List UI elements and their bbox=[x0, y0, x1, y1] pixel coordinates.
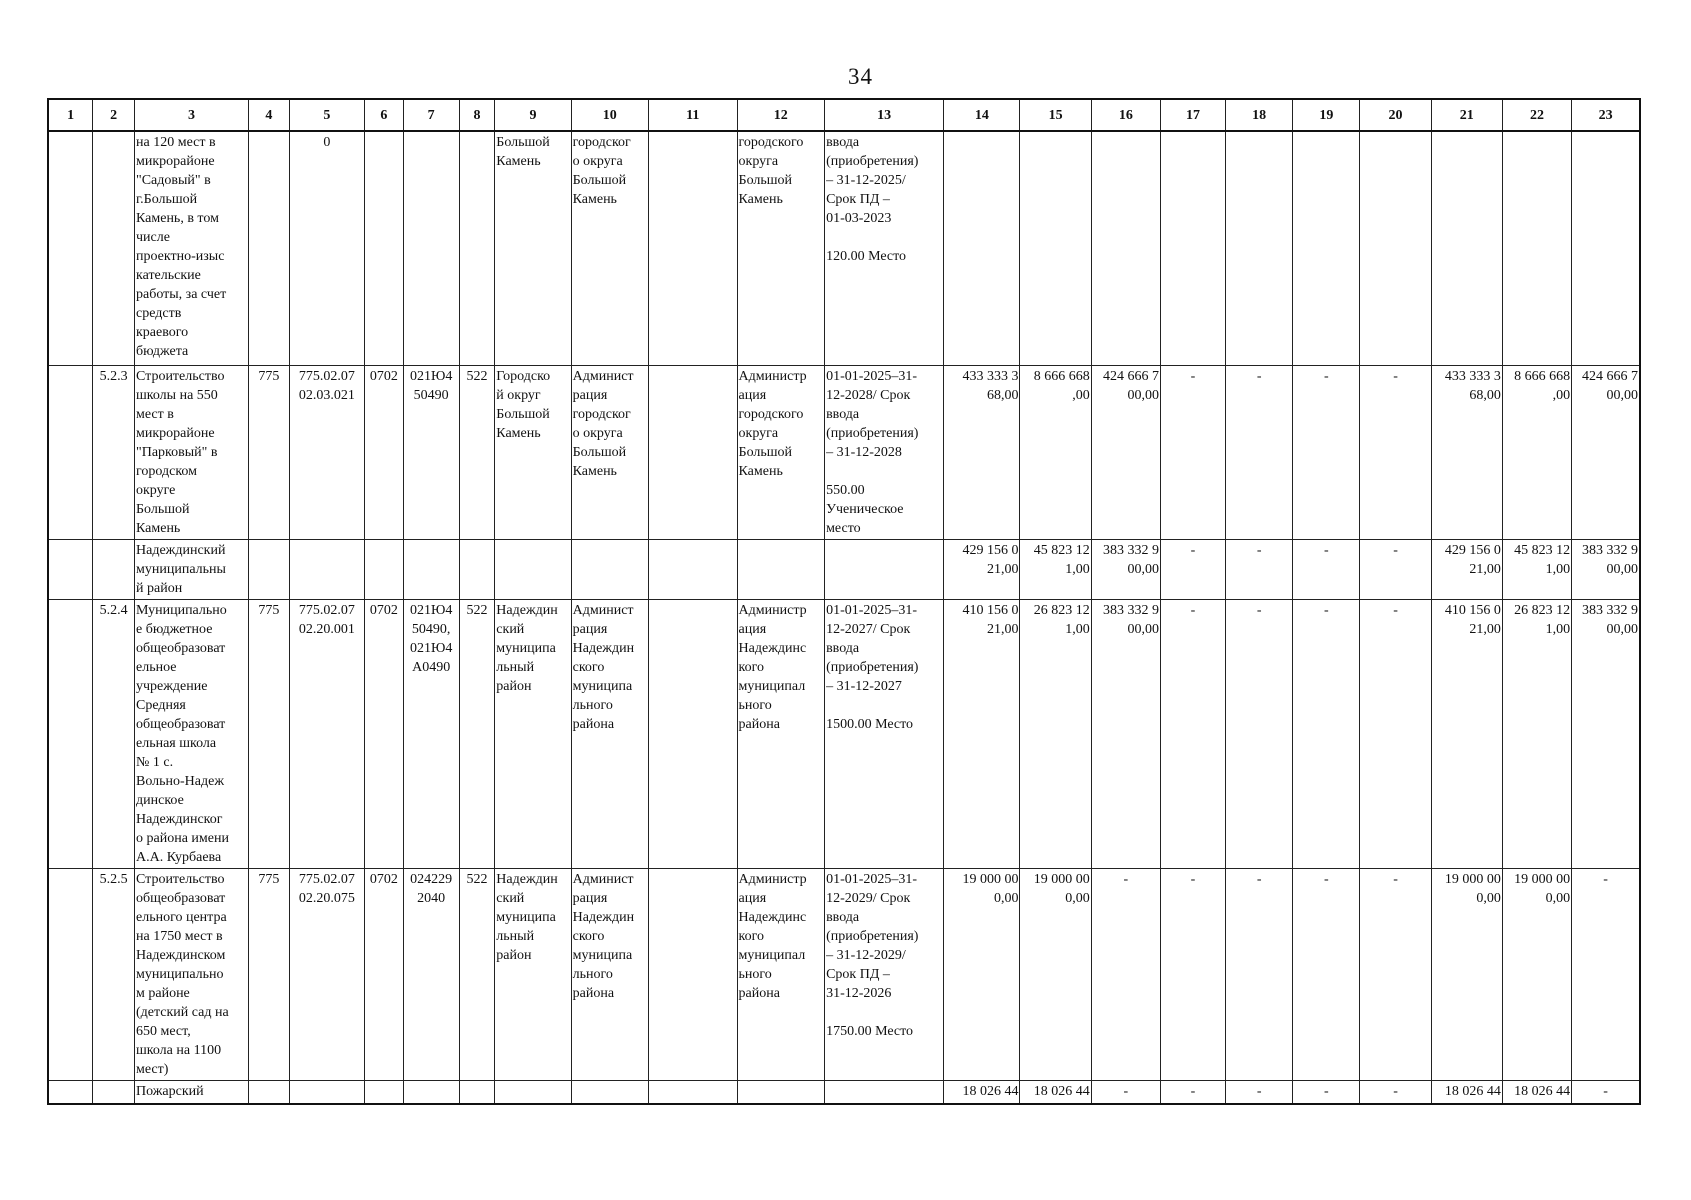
col-header: 13 bbox=[825, 99, 944, 131]
cell: - bbox=[1226, 365, 1293, 539]
cell-item-number: 5.2.5 bbox=[93, 868, 135, 1080]
cell bbox=[1572, 131, 1640, 365]
cell: 775 bbox=[249, 599, 290, 868]
cell: 522 bbox=[459, 365, 495, 539]
col-header: 2 bbox=[93, 99, 135, 131]
cell bbox=[571, 1080, 648, 1104]
cell: Надеждин ский муниципа льный район bbox=[495, 599, 571, 868]
cell: - bbox=[1293, 539, 1360, 599]
cell bbox=[459, 1080, 495, 1104]
cell: 522 bbox=[459, 868, 495, 1080]
cell: - bbox=[1160, 868, 1225, 1080]
cell: 0 bbox=[289, 131, 364, 365]
table-row bbox=[48, 868, 1640, 1080]
cell bbox=[648, 1080, 737, 1104]
cell bbox=[1293, 131, 1360, 365]
col-header: 23 bbox=[1572, 99, 1640, 131]
cell bbox=[944, 131, 1020, 365]
cell: 024229 2040 bbox=[403, 868, 459, 1080]
cell: 8 666 668 ,00 bbox=[1502, 365, 1571, 539]
col-header: 7 bbox=[403, 99, 459, 131]
cell: - bbox=[1293, 365, 1360, 539]
cell bbox=[459, 539, 495, 599]
cell: - bbox=[1226, 539, 1293, 599]
cell: городског о округа Большой Камень bbox=[571, 131, 648, 365]
cell: 19 000 00 0,00 bbox=[944, 868, 1020, 1080]
col-header: 15 bbox=[1020, 99, 1091, 131]
col-header: 21 bbox=[1431, 99, 1502, 131]
cell: 383 332 9 00,00 bbox=[1572, 599, 1640, 868]
cell: 021Ю4 50490, 021Ю4 А0490 bbox=[403, 599, 459, 868]
col-header: 19 bbox=[1293, 99, 1360, 131]
cell bbox=[365, 539, 404, 599]
cell: - bbox=[1226, 868, 1293, 1080]
col-header: 10 bbox=[571, 99, 648, 131]
cell-item-number: 5.2.3 bbox=[93, 365, 135, 539]
cell bbox=[249, 131, 290, 365]
cell-object-name: Строительство общеобразоват ельного центра на 1750 мест в Надеждинском муниципально м районе (детский сад на 650 мест, школа на 1100 мест) bbox=[135, 868, 249, 1080]
cell: - bbox=[1091, 868, 1160, 1080]
cell bbox=[648, 868, 737, 1080]
cell bbox=[48, 365, 93, 539]
cell: 383 332 9 00,00 bbox=[1091, 599, 1160, 868]
cell: - bbox=[1572, 1080, 1640, 1104]
cell: 0702 bbox=[365, 365, 404, 539]
cell bbox=[403, 539, 459, 599]
cell: - bbox=[1160, 599, 1225, 868]
header-row bbox=[48, 99, 1640, 131]
cell bbox=[825, 539, 944, 599]
page-number: 34 bbox=[848, 64, 873, 89]
cell: 522 bbox=[459, 599, 495, 868]
cell-object-name: Пожарский bbox=[135, 1080, 249, 1104]
col-header: 4 bbox=[249, 99, 290, 131]
cell: Администр ация городского округа Большой Камень bbox=[737, 365, 825, 539]
cell-object-name: Строительство школы на 550 мест в микрорайоне "Парковый" в городском округе Большой Камень bbox=[135, 365, 249, 539]
cell: 775.02.07 02.03.021 bbox=[289, 365, 364, 539]
cell bbox=[648, 599, 737, 868]
cell: - bbox=[1226, 599, 1293, 868]
cell: - bbox=[1293, 868, 1360, 1080]
cell bbox=[648, 131, 737, 365]
cell: Админист рация Надеждин ского муниципа льного района bbox=[571, 599, 648, 868]
col-header: 5 bbox=[289, 99, 364, 131]
cell: 18 026 44 bbox=[1431, 1080, 1502, 1104]
cell bbox=[571, 539, 648, 599]
cell: Большой Камень bbox=[495, 131, 571, 365]
cell: 775 bbox=[249, 868, 290, 1080]
cell bbox=[403, 1080, 459, 1104]
cell bbox=[825, 1080, 944, 1104]
table-row bbox=[48, 365, 1640, 539]
cell bbox=[249, 1080, 290, 1104]
cell: 26 823 12 1,00 bbox=[1502, 599, 1571, 868]
cell bbox=[495, 539, 571, 599]
table-row bbox=[48, 1080, 1640, 1104]
cell: 45 823 12 1,00 bbox=[1502, 539, 1571, 599]
col-header: 12 bbox=[737, 99, 825, 131]
cell: 8 666 668 ,00 bbox=[1020, 365, 1091, 539]
cell: 01-01-2025–31- 12-2027/ Срок ввода (приобретения) – 31-12-2027 1500.00 Место bbox=[825, 599, 944, 868]
cell: Админист рация Надеждин ского муниципа льного района bbox=[571, 868, 648, 1080]
cell: 429 156 0 21,00 bbox=[1431, 539, 1502, 599]
col-header: 14 bbox=[944, 99, 1020, 131]
cell bbox=[249, 539, 290, 599]
cell: - bbox=[1160, 1080, 1225, 1104]
cell: 424 666 7 00,00 bbox=[1572, 365, 1640, 539]
cell: - bbox=[1360, 599, 1431, 868]
cell: Администр ация Надеждинс кого муниципал ьного района bbox=[737, 868, 825, 1080]
col-header: 22 bbox=[1502, 99, 1571, 131]
cell bbox=[1360, 131, 1431, 365]
cell bbox=[1091, 131, 1160, 365]
cell: - bbox=[1293, 599, 1360, 868]
cell bbox=[48, 868, 93, 1080]
cell: 775 bbox=[249, 365, 290, 539]
cell: 021Ю4 50490 bbox=[403, 365, 459, 539]
cell: - bbox=[1160, 365, 1225, 539]
cell: 18 026 44 bbox=[1502, 1080, 1571, 1104]
cell: Админист рация городског о округа Большой Камень bbox=[571, 365, 648, 539]
cell: 775.02.07 02.20.075 bbox=[289, 868, 364, 1080]
cell: 26 823 12 1,00 bbox=[1020, 599, 1091, 868]
cell-object-name: Муниципально е бюджетное общеобразоват ельное учреждение Средняя общеобразоват ельная школа № 1 с. Вольно-Надеж динское Надеждинског о района имени А.А. Курбаева bbox=[135, 599, 249, 868]
cell bbox=[93, 131, 135, 365]
cell bbox=[648, 539, 737, 599]
cell: 19 000 00 0,00 bbox=[1020, 868, 1091, 1080]
cell: - bbox=[1293, 1080, 1360, 1104]
cell bbox=[459, 131, 495, 365]
cell: - bbox=[1360, 539, 1431, 599]
cell bbox=[737, 539, 825, 599]
col-header: 20 bbox=[1360, 99, 1431, 131]
cell: Надеждин ский муниципа льный район bbox=[495, 868, 571, 1080]
cell: 01-01-2025–31- 12-2028/ Срок ввода (приобретения) – 31-12-2028 550.00 Ученическое место bbox=[825, 365, 944, 539]
cell: 19 000 00 0,00 bbox=[1431, 868, 1502, 1080]
cell: 433 333 3 68,00 bbox=[1431, 365, 1502, 539]
cell bbox=[365, 131, 404, 365]
cell: 19 000 00 0,00 bbox=[1502, 868, 1571, 1080]
cell-item-number: 5.2.4 bbox=[93, 599, 135, 868]
cell-object-name: на 120 мест в микрорайоне "Садовый" в г.Большой Камень, в том числе проектно-изыс кательские работы, за счет средств краевого бюджета bbox=[135, 131, 249, 365]
cell: 18 026 44 bbox=[944, 1080, 1020, 1104]
cell: 410 156 0 21,00 bbox=[944, 599, 1020, 868]
cell: 410 156 0 21,00 bbox=[1431, 599, 1502, 868]
cell: 45 823 12 1,00 bbox=[1020, 539, 1091, 599]
col-header: 8 bbox=[459, 99, 495, 131]
cell: 433 333 3 68,00 bbox=[944, 365, 1020, 539]
cell: Администр ация Надеждинс кого муниципал ьного района bbox=[737, 599, 825, 868]
cell: 0702 bbox=[365, 599, 404, 868]
cell bbox=[93, 539, 135, 599]
cell bbox=[48, 1080, 93, 1104]
col-header: 9 bbox=[495, 99, 571, 131]
col-header: 6 bbox=[365, 99, 404, 131]
cell bbox=[289, 539, 364, 599]
col-header: 18 bbox=[1226, 99, 1293, 131]
cell bbox=[48, 599, 93, 868]
cell: 383 332 9 00,00 bbox=[1091, 539, 1160, 599]
cell bbox=[48, 131, 93, 365]
cell bbox=[1226, 131, 1293, 365]
cell: Городско й округ Большой Камень bbox=[495, 365, 571, 539]
cell bbox=[403, 131, 459, 365]
cell: - bbox=[1091, 1080, 1160, 1104]
table-row bbox=[48, 599, 1640, 868]
col-header: 17 bbox=[1160, 99, 1225, 131]
cell: 01-01-2025–31- 12-2029/ Срок ввода (приобретения) – 31-12-2029/ Срок ПД – 31-12-2026 1750.00 Место bbox=[825, 868, 944, 1080]
col-header: 16 bbox=[1091, 99, 1160, 131]
cell: 775.02.07 02.20.001 bbox=[289, 599, 364, 868]
cell bbox=[1160, 131, 1225, 365]
col-header: 11 bbox=[648, 99, 737, 131]
cell bbox=[289, 1080, 364, 1104]
cell: - bbox=[1360, 1080, 1431, 1104]
investment-table bbox=[47, 98, 1641, 1105]
cell bbox=[48, 539, 93, 599]
col-header: 1 bbox=[48, 99, 93, 131]
cell bbox=[365, 1080, 404, 1104]
cell bbox=[93, 1080, 135, 1104]
cell bbox=[1431, 131, 1502, 365]
cell: 383 332 9 00,00 bbox=[1572, 539, 1640, 599]
cell: - bbox=[1360, 868, 1431, 1080]
cell bbox=[648, 365, 737, 539]
cell: 0702 bbox=[365, 868, 404, 1080]
cell bbox=[1502, 131, 1571, 365]
cell: ввода (приобретения) – 31-12-2025/ Срок ПД – 01-03-2023 120.00 Место bbox=[825, 131, 944, 365]
cell bbox=[1020, 131, 1091, 365]
cell: - bbox=[1572, 868, 1640, 1080]
cell: - bbox=[1226, 1080, 1293, 1104]
cell-object-name: Надеждинский муниципальны й район bbox=[135, 539, 249, 599]
table-row bbox=[48, 539, 1640, 599]
cell: - bbox=[1160, 539, 1225, 599]
cell: 18 026 44 bbox=[1020, 1080, 1091, 1104]
cell: - bbox=[1360, 365, 1431, 539]
cell: городского округа Большой Камень bbox=[737, 131, 825, 365]
cell: 424 666 7 00,00 bbox=[1091, 365, 1160, 539]
cell bbox=[737, 1080, 825, 1104]
cell bbox=[495, 1080, 571, 1104]
col-header: 3 bbox=[135, 99, 249, 131]
cell: 429 156 0 21,00 bbox=[944, 539, 1020, 599]
table-row bbox=[48, 131, 1640, 365]
